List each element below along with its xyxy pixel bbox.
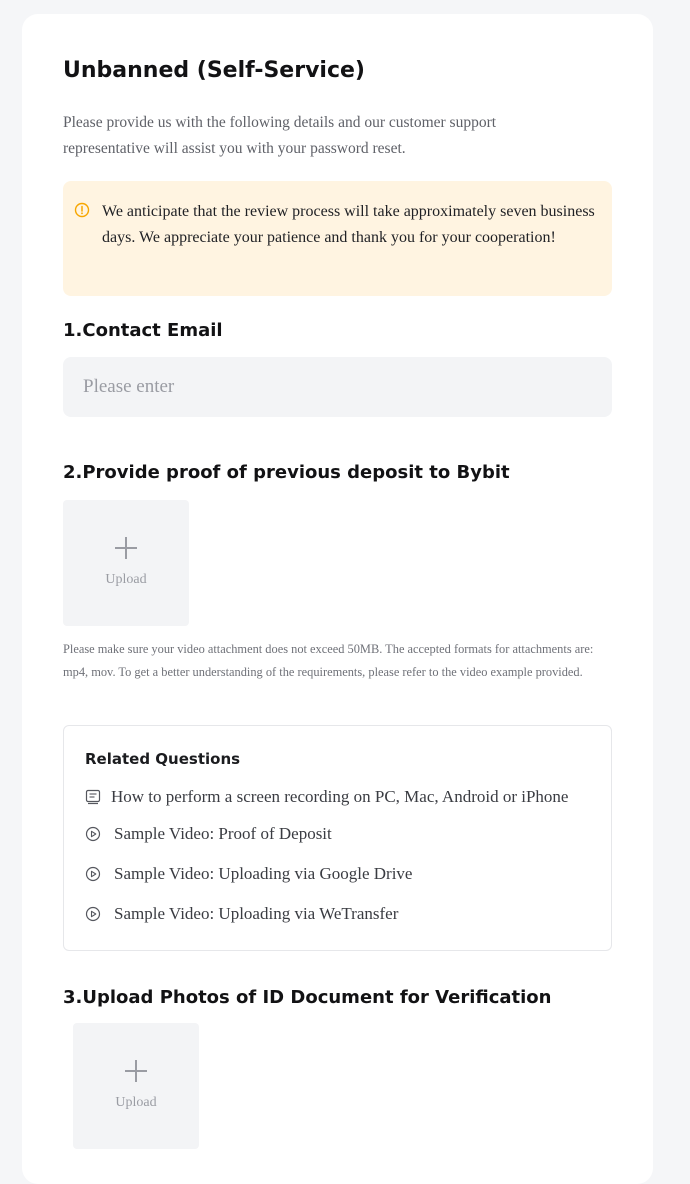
play-circle-icon (85, 906, 101, 922)
upload-label: Upload (105, 572, 147, 587)
id-document-heading: 3.Upload Photos of ID Document for Verification (63, 987, 552, 1008)
notice-text: We anticipate that the review process will take approximately seven business days. We appreciate your patience and thank you for your cooperation! (102, 203, 595, 246)
contact-email-heading: 1.Contact Email (63, 320, 223, 341)
related-questions-panel (63, 725, 612, 951)
related-question-label: Sample Video: Proof of Deposit (114, 824, 332, 843)
related-question-label: Sample Video: Uploading via Google Drive (114, 864, 413, 883)
info-circle-icon (74, 202, 90, 218)
article-icon (85, 789, 101, 805)
related-question-wetransfer[interactable] (85, 903, 398, 925)
upload-label: Upload (115, 1095, 157, 1110)
contact-email-input[interactable] (63, 357, 612, 417)
deposit-proof-heading: 2.Provide proof of previous deposit to Bybit (63, 462, 510, 483)
play-circle-icon (85, 826, 101, 842)
related-question-label: Sample Video: Uploading via WeTransfer (114, 904, 399, 923)
plus-icon (73, 1059, 199, 1083)
related-question-screen-recording[interactable] (85, 786, 568, 808)
page-title: Unbanned (Self-Service) (63, 58, 365, 83)
play-circle-icon (85, 866, 101, 882)
related-question-google-drive[interactable] (85, 863, 412, 885)
intro-text: Please provide us with the following details and our customer support representative will assist you with your password reset. (63, 114, 497, 157)
id-document-upload-button[interactable] (73, 1023, 199, 1149)
upload-requirements-note: Please make sure your video attachment does not exceed 50MB. The accepted formats for attachments are: mp4, mov. To get a better understanding of the requirements, please refer to the video example provided. (63, 642, 594, 679)
review-notice (63, 181, 612, 296)
deposit-upload-button[interactable] (63, 500, 189, 626)
related-questions-title: Related Questions (85, 750, 241, 768)
form-card (22, 14, 653, 1184)
plus-icon (63, 536, 189, 560)
related-question-proof-of-deposit[interactable] (85, 823, 332, 845)
related-question-label: How to perform a screen recording on PC, Mac, Android or iPhone (111, 787, 569, 806)
